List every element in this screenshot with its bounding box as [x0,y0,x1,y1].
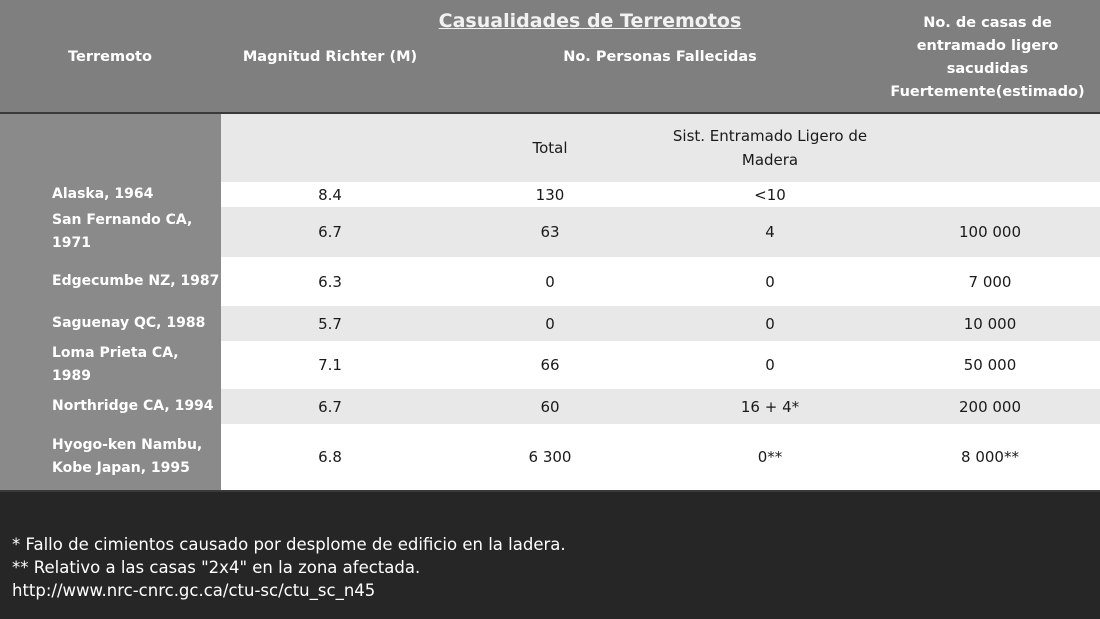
row-total: 6 300 [528,448,572,466]
row-magnitude: 6.7 [318,223,342,241]
footnote-1: * Fallo de cimientos causado por desplome de edificio en la ladera. [12,535,566,554]
row-casas: 50 000 [963,356,1017,374]
row-name: Loma Prieta CA, 1989 [52,345,179,384]
table-title: Casualidades de Terremotos [438,10,742,32]
subheader-total: Total [532,139,568,157]
row-sistema: 0 [765,356,775,374]
table-header [0,0,1100,114]
source-link[interactable]: http://www.nrc-cnrc.gc.ca/ctu-sc/ctu_sc_n45 [12,581,376,600]
table-bottom-divider [0,490,1100,492]
row-sistema: 4 [765,223,775,241]
table-row [0,341,1100,389]
row-casas: 200 000 [958,397,1022,416]
row-magnitude: 8.4 [318,185,342,204]
row-total: 130 [535,185,565,204]
row-total: 0 [545,314,555,333]
table-row [0,182,1100,207]
row-sistema: 16 + 4* [740,397,800,416]
header-casas-sacudidas: No. de casas de entramado ligero sacudidas Fuertemente(estimado) [890,15,1085,100]
header-terremoto: Terremoto [68,49,152,65]
row-magnitude: 5.7 [318,314,342,333]
row-sistema: <10 [754,185,786,204]
row-name: Edgecumbe NZ, 1987 [52,273,220,289]
row-casas: 7 000 [968,272,1012,291]
row-casas: 8 000** [961,448,1019,466]
row-total: 60 [540,397,560,416]
table-row [0,424,1100,490]
row-casas [880,182,1100,207]
row-name: Hyogo-ken Nambu, Kobe Japan, 1995 [52,437,203,476]
row-name: Alaska, 1964 [52,186,154,202]
header-magnitud: Magnitud Richter (M) [242,49,418,65]
row-magnitude: 7.1 [318,356,342,374]
row-sistema: 0 [765,314,775,333]
table-row [0,306,1100,341]
subheader-left-cell [0,114,221,182]
row-name: Saguenay QC, 1988 [52,315,206,331]
row-magnitude: 6.7 [318,397,342,416]
table-row [0,207,1100,257]
subheader-sistema: Sist. Entramado Ligero de Madera [672,127,868,169]
footnote-2: ** Relativo a las casas "2x4" en la zona afectada. [12,558,421,577]
table-row [0,257,1100,306]
row-casas: 10 000 [963,314,1017,333]
row-total: 0 [545,272,555,291]
row-sistema: 0** [757,448,783,466]
row-magnitude: 6.3 [318,272,342,291]
row-name: Northridge CA, 1994 [52,398,214,414]
row-sistema: 0 [765,272,775,291]
row-total: 63 [540,223,560,241]
row-magnitude: 6.8 [318,448,342,466]
row-casas: 100 000 [958,223,1022,241]
row-total: 66 [540,356,560,374]
table-row [0,389,1100,424]
header-personas-fallecidas: No. Personas Fallecidas [563,49,757,65]
row-name: San Fernando CA, 1971 [52,212,193,251]
footnotes [12,533,566,602]
